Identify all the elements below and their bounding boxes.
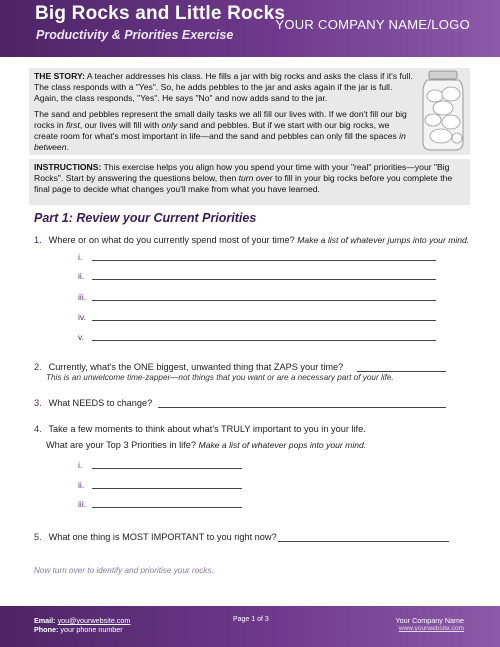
story-text-2c: , our lives will fill with [79,120,162,130]
question-number: 2. [34,362,42,372]
story-box [29,68,470,155]
footer-website-link[interactable] [399,625,464,632]
instructions-text-3: to fill in your big rocks before you complete the final page to decide what changes you'll make from what you have learned. [34,173,453,194]
question-4-sub [46,440,366,450]
story-text-2b: first [66,120,80,130]
jar-illustration [417,70,469,152]
question-text: Currently, what's the ONE biggest, unwanted thing that ZAPS your time? [48,362,344,372]
question-text: Take a few moments to think about what's TRULY important to you in your life. [48,424,366,434]
footer-company-name: Your Company Name [395,616,464,625]
answer-label: iii. [78,499,87,509]
page-number: Page 1 of 3 [233,616,269,623]
answer-label: v. [78,332,85,342]
question-number: 5. [34,532,42,542]
story-text-2a: The sand and pebbles represent the small daily tasks we all fill our lives with. If we don't fill our big rocks in [34,109,407,130]
instructions-text-1: This exercise helps you align how you spend your time with your "real" priorities—your "Big Rocks". Start by answering the questions below, then [34,162,450,183]
instructions-text [34,162,466,195]
question-text: Where or on what do you currently spend most of your time? [48,235,295,245]
page-title: Big Rocks and Little Rocks [35,3,286,24]
phone-label: Phone: [34,625,59,634]
instructions-box [29,159,470,205]
story-text-2d: only [161,120,178,130]
section-heading: Part 1: Review your Current Priorities [34,211,257,225]
answer-line[interactable] [92,260,436,261]
question-4 [34,424,366,434]
question-note: This is an unwelcome time-zapper—not things that you want or are a necessary part of your life. [46,373,394,382]
question-subtext: What are your Top 3 Priorities in life? [46,440,196,450]
question-number: 3. [34,398,42,408]
answer-line[interactable] [92,507,242,508]
story-text-2e: sand and pebbles. But if we start with our big rocks, we create room for what's most important in life—and the sand and pebbles can only fill the spaces [34,120,400,141]
phone-number: your phone number [60,625,123,634]
footer-banner [0,606,500,647]
answer-line[interactable] [92,279,436,280]
company-logo-text: YOUR COMPANY NAME/LOGO [275,17,470,32]
answer-label: iv. [78,312,86,322]
footer-phone [34,625,123,634]
answer-line[interactable] [92,488,242,489]
answer-line[interactable] [92,340,436,341]
header-banner [0,0,500,57]
answer-line[interactable] [92,468,242,469]
question-number: 4. [34,424,42,434]
story-lead: THE STORY: [34,71,85,81]
answer-line[interactable] [92,300,436,301]
question-5 [34,532,277,542]
question-number: 1. [34,235,42,245]
question-hint: Make a list of whatever jumps into your mind. [297,235,470,245]
answer-line[interactable] [357,371,446,372]
website-link[interactable]: www.yourwebsite.com [398,625,464,632]
story-text-2g: . [66,142,69,152]
page-subtitle: Productivity & Priorities Exercise [36,28,234,42]
answer-label: ii. [78,480,85,490]
instructions-text-2: turn over [238,173,273,183]
question-3 [34,398,152,408]
answer-line[interactable] [92,320,436,321]
answer-label: ii. [78,271,85,281]
footer-email [34,616,130,625]
answer-line[interactable] [158,407,446,408]
email-label: Email: [34,616,56,625]
answer-label: i. [78,252,83,262]
question-2 [34,362,343,372]
answer-label: iii. [78,292,87,302]
email-link[interactable]: you@yourwebsite.com [57,616,131,625]
instructions-lead: INSTRUCTIONS: [34,162,102,172]
answer-line[interactable] [278,541,449,542]
question-text: What one thing is MOST IMPORTANT to you right now? [48,532,277,542]
question-hint: Make a list of whatever pops into your mind. [198,440,367,450]
turn-over-note: Now turn over to identify and prioritise your rocks. [34,566,214,575]
story-text-2f: in between [34,131,406,152]
question-1 [34,235,469,245]
story-paragraph-2 [34,109,414,153]
question-text: What NEEDS to change? [48,398,153,408]
story-paragraph-1 [34,71,414,104]
answer-label: i. [78,460,83,470]
story-text-1: A teacher addresses his class. He fills a jar with big rocks and asks the class if it's full. The class responds with a "Yes". So, he adds pebbles to the jar and asks again if the jar is full. Again, the class responds, "Yes". He says "No" and now adds sand to the jar. [34,71,413,103]
